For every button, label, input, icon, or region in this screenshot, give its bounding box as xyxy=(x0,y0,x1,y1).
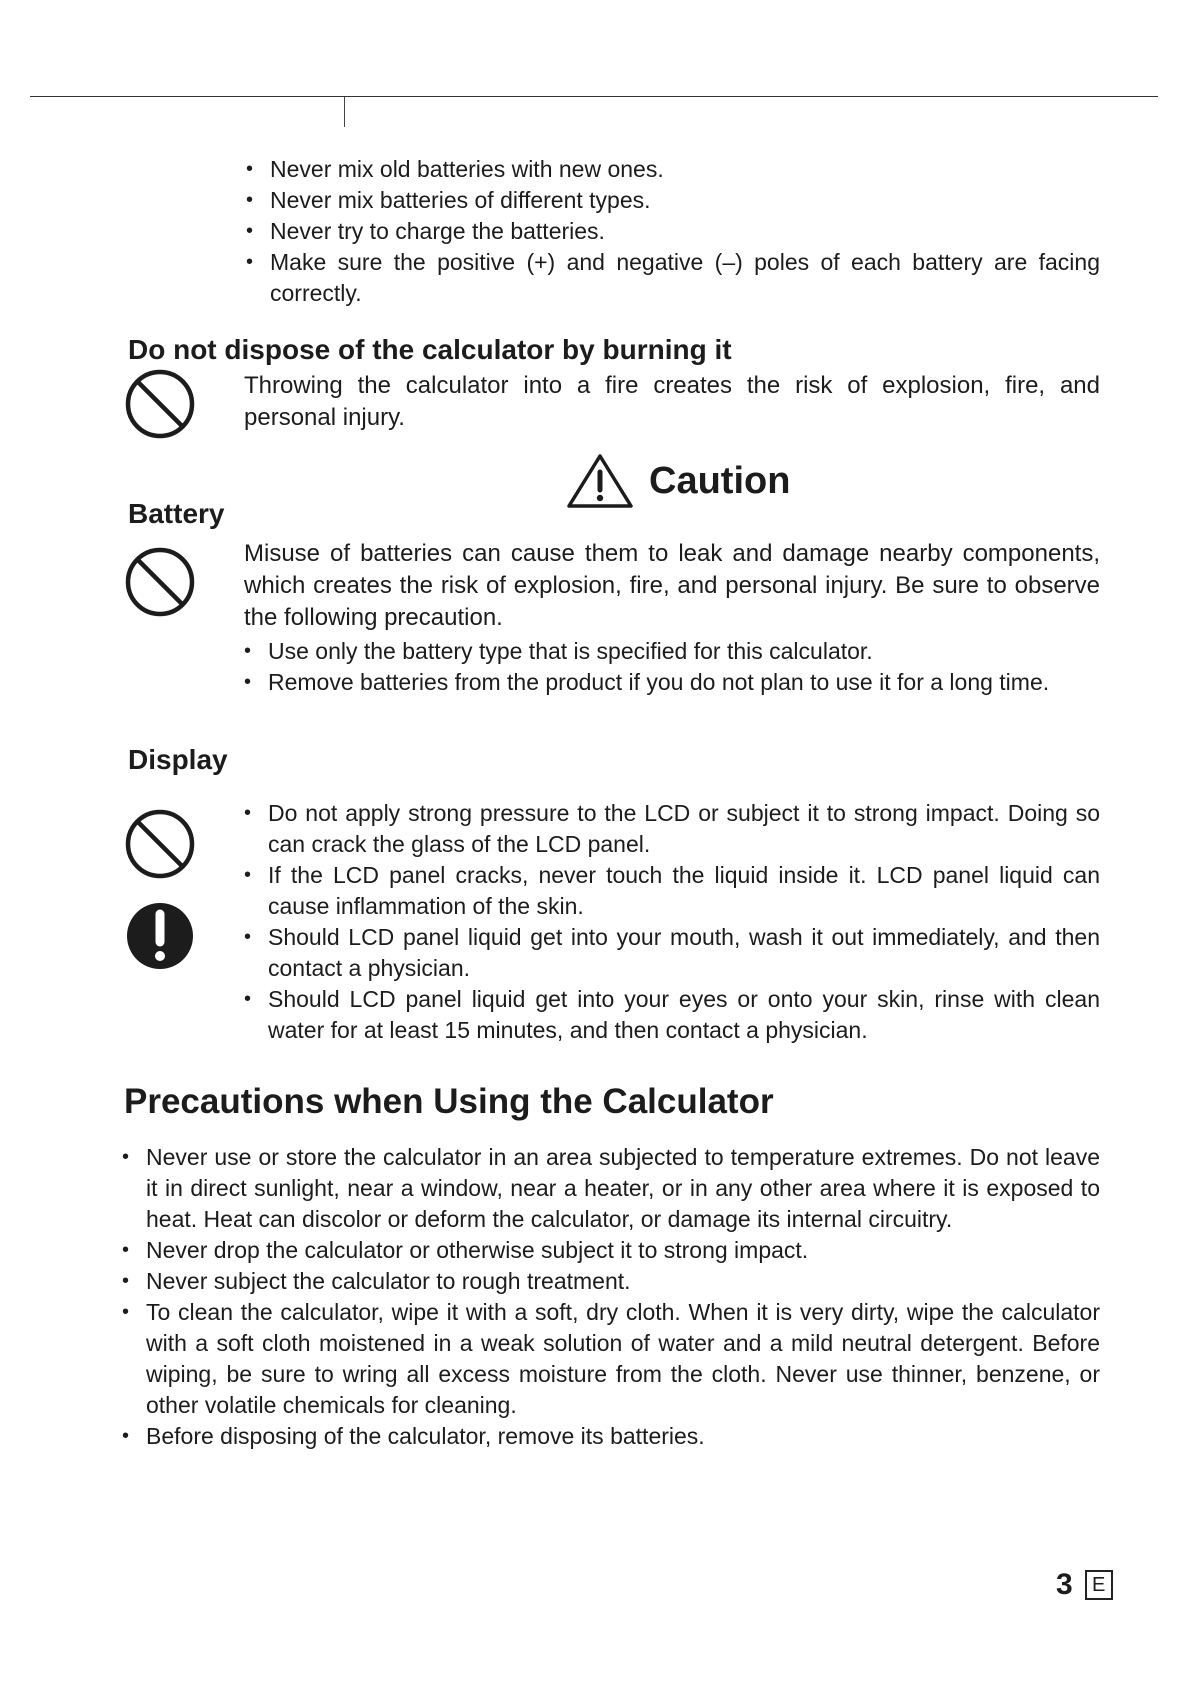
prohibition-icon xyxy=(124,368,196,440)
list-item: • Should LCD panel liquid get into your eyes or onto your skin, rinse with clean water for at least 15 minutes, and then contact a physician. xyxy=(242,984,1100,1046)
prohibition-icon xyxy=(124,546,196,618)
list-item: • Never drop the calculator or otherwise subject it to strong impact. xyxy=(120,1235,1100,1266)
top-bullet-list xyxy=(244,154,1100,309)
top-tick xyxy=(344,97,345,127)
list-item: • Never try to charge the batteries. xyxy=(244,216,1100,247)
display-section-title: Display xyxy=(128,744,228,775)
list-item: • Never mix batteries of different types. xyxy=(244,185,1100,216)
list-item: • Before disposing of the calculator, remove its batteries. xyxy=(120,1421,1100,1452)
mandatory-action-icon xyxy=(124,900,196,972)
burning-description: Throwing the calculator into a fire creates the risk of explosion, fire, and personal injury. xyxy=(244,372,1100,431)
caution-label: Caution xyxy=(649,459,791,502)
list-item: • If the LCD panel cracks, never touch the liquid inside it. LCD panel liquid can cause inflammation of the skin. xyxy=(242,860,1100,922)
burning-section-title: Do not dispose of the calculator by burning it xyxy=(128,334,732,365)
battery-description: Misuse of batteries can cause them to leak and damage nearby components, which creates the risk of explosion, fire, and personal injury. Be sure to observe the following precaution. xyxy=(244,540,1100,631)
top-rule xyxy=(30,96,1158,97)
battery-section-title: Battery xyxy=(128,498,225,529)
list-item: • Do not apply strong pressure to the LCD or subject it to strong impact. Doing so can crack the glass of the LCD panel. xyxy=(242,798,1100,860)
battery-bullet-list xyxy=(242,636,1100,698)
list-item: • Should LCD panel liquid get into your mouth, wash it out immediately, and then contact a physician. xyxy=(242,922,1100,984)
page-number-value: 3 xyxy=(1056,1568,1073,1601)
list-item: • Never subject the calculator to rough treatment. xyxy=(120,1266,1100,1297)
warning-triangle-icon xyxy=(565,452,635,510)
page-number xyxy=(1056,1568,1113,1602)
list-item: • Use only the battery type that is specified for this calculator. xyxy=(242,636,1100,667)
prohibition-icon xyxy=(124,808,196,880)
list-item: • Never use or store the calculator in an area subjected to temperature extremes. Do not leave it in direct sunlight, near a window, near a heater, or in any other area where it is exposed to heat. Heat can discolor or deform the calculator, or damage its internal circuitry. xyxy=(120,1142,1100,1235)
list-item: • To clean the calculator, wipe it with a soft, dry cloth. When it is very dirty, wipe the calculator with a soft cloth moistened in a weak solution of water and a mild neutral detergent. Before wiping, be sure to wring all excess moisture from the cloth. Never use thinner, benzene, or other volatile chemicals for cleaning. xyxy=(120,1297,1100,1421)
language-box: E xyxy=(1085,1570,1113,1600)
display-bullet-list xyxy=(242,798,1100,1046)
precautions-bullet-list xyxy=(120,1142,1100,1452)
precautions-title: Precautions when Using the Calculator xyxy=(124,1082,774,1121)
list-item: • Never mix old batteries with new ones. xyxy=(244,154,1100,185)
list-item: • Make sure the positive (+) and negative (–) poles of each battery are facing correctly. xyxy=(244,247,1100,309)
caution-heading xyxy=(565,452,790,510)
list-item: • Remove batteries from the product if you do not plan to use it for a long time. xyxy=(242,667,1100,698)
